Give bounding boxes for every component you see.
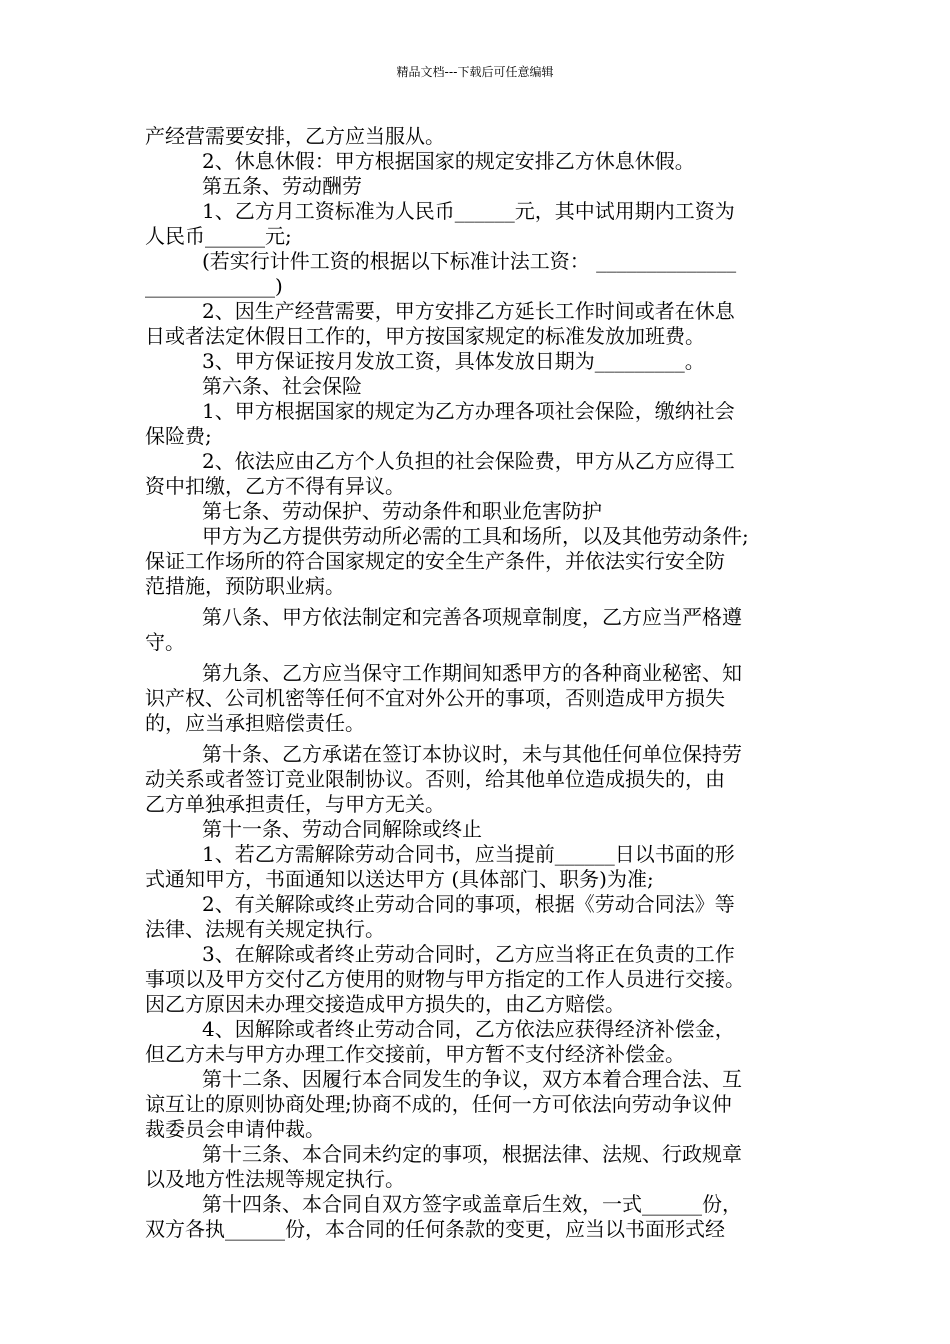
text-line: 保证工作场所的符合国家规定的安全生产条件，并依法实行安全防	[145, 549, 725, 573]
text-line: 1、甲方根据国家的规定为乙方办理各项社会保险，缴纳社会	[202, 399, 735, 423]
section-heading: 第七条、劳动保护、劳动条件和职业危害防护	[202, 499, 602, 523]
text-line: 守。	[145, 630, 185, 654]
section-heading: 第十一条、劳动合同解除或终止	[202, 817, 482, 841]
text-line: 第十四条、本合同自双方签字或盖章后生效，一式______份，	[202, 1192, 742, 1216]
section-heading: 第六条、社会保险	[202, 374, 362, 398]
text-line: 第十三条、本合同未约定的事项，根据法律、法规、行政规章	[202, 1142, 742, 1166]
text-line: 3、甲方保证按月发放工资，具体发放日期为_________。	[202, 349, 705, 373]
text-line: 2、有关解除或终止劳动合同的事项，根据《劳动合同法》等	[202, 892, 735, 916]
text-line: 2、依法应由乙方个人负担的社会保险费，甲方从乙方应得工	[202, 449, 735, 473]
text-line: 保险费;	[145, 424, 212, 448]
section-heading: 第五条、劳动酬劳	[202, 174, 362, 198]
text-line: 裁委员会申请仲裁。	[145, 1117, 325, 1141]
text-line: 谅互让的原则协商处理;协商不成的，任何一方可依法向劳动争议仲	[145, 1092, 732, 1116]
text-line: 人民币______元;	[145, 224, 292, 248]
text-line: 法律、法规有关规定执行。	[145, 917, 385, 941]
text-line: 以及地方性法规等规定执行。	[145, 1167, 405, 1191]
text-line: 1、乙方月工资标准为人民币______元，其中试用期内工资为	[202, 199, 735, 223]
text-line: (若实行计件工资的根据以下标准计法工资： ______________	[202, 249, 737, 273]
text-line: 3、在解除或者终止劳动合同时，乙方应当将正在负责的工作	[202, 942, 735, 966]
text-line: 动关系或者签订竞业限制协议。否则，给其他单位造成损失的，由	[145, 767, 725, 791]
text-line: 第九条、乙方应当保守工作期间知悉甲方的各种商业秘密、知	[202, 661, 742, 685]
text-line: 第八条、甲方依法制定和完善各项规章制度，乙方应当严格遵	[202, 605, 742, 629]
text-line: 但乙方未与甲方办理工作交接前，甲方暂不支付经济补偿金。	[145, 1042, 685, 1066]
text-line: 事项以及甲方交付乙方使用的财物与甲方指定的工作人员进行交接。	[145, 967, 745, 991]
text-line: 2、因生产经营需要，甲方安排乙方延长工作时间或者在休息	[202, 299, 735, 323]
text-line: 识产权、公司机密等任何不宜对外公开的事项，否则造成甲方损失	[145, 686, 725, 710]
text-line: 第十条、乙方承诺在签订本协议时，未与其他任何单位保持劳	[202, 742, 742, 766]
text-line: 资中扣缴，乙方不得有异议。	[145, 474, 405, 498]
text-line: 2、休息休假：甲方根据国家的规定安排乙方休息休假。	[202, 149, 695, 173]
text-line: 式通知甲方，书面通知以送达甲方 (具体部门、职务)为准;	[145, 867, 654, 891]
text-line: 范措施，预防职业病。	[145, 574, 345, 598]
text-line: 产经营需要安排，乙方应当服从。	[145, 124, 445, 148]
text-line: 1、若乙方需解除劳动合同书，应当提前______日以书面的形	[202, 842, 735, 866]
text-line: 第十二条、因履行本合同发生的争议，双方本着合理合法、互	[202, 1067, 742, 1091]
text-line: 日或者法定休假日工作的，甲方按国家规定的标准发放加班费。	[145, 324, 705, 348]
document-body	[145, 124, 825, 1242]
text-line: 双方各执______份，本合同的任何条款的变更，应当以书面形式经	[145, 1217, 725, 1241]
text-line: 因乙方原因未办理交接造成甲方损失的，由乙方赔偿。	[145, 992, 625, 1016]
text-line: 乙方单独承担责任，与甲方无关。	[145, 792, 445, 816]
text-line: 的，应当承担赔偿责任。	[145, 711, 365, 735]
text-line: _____________)	[145, 274, 283, 298]
text-line: 甲方为乙方提供劳动所必需的工具和场所，以及其他劳动条件;	[202, 524, 749, 548]
page-header: 精品文档---下载后可任意编辑	[396, 65, 554, 79]
text-line: 4、因解除或者终止劳动合同，乙方依法应获得经济补偿金，	[202, 1017, 735, 1041]
